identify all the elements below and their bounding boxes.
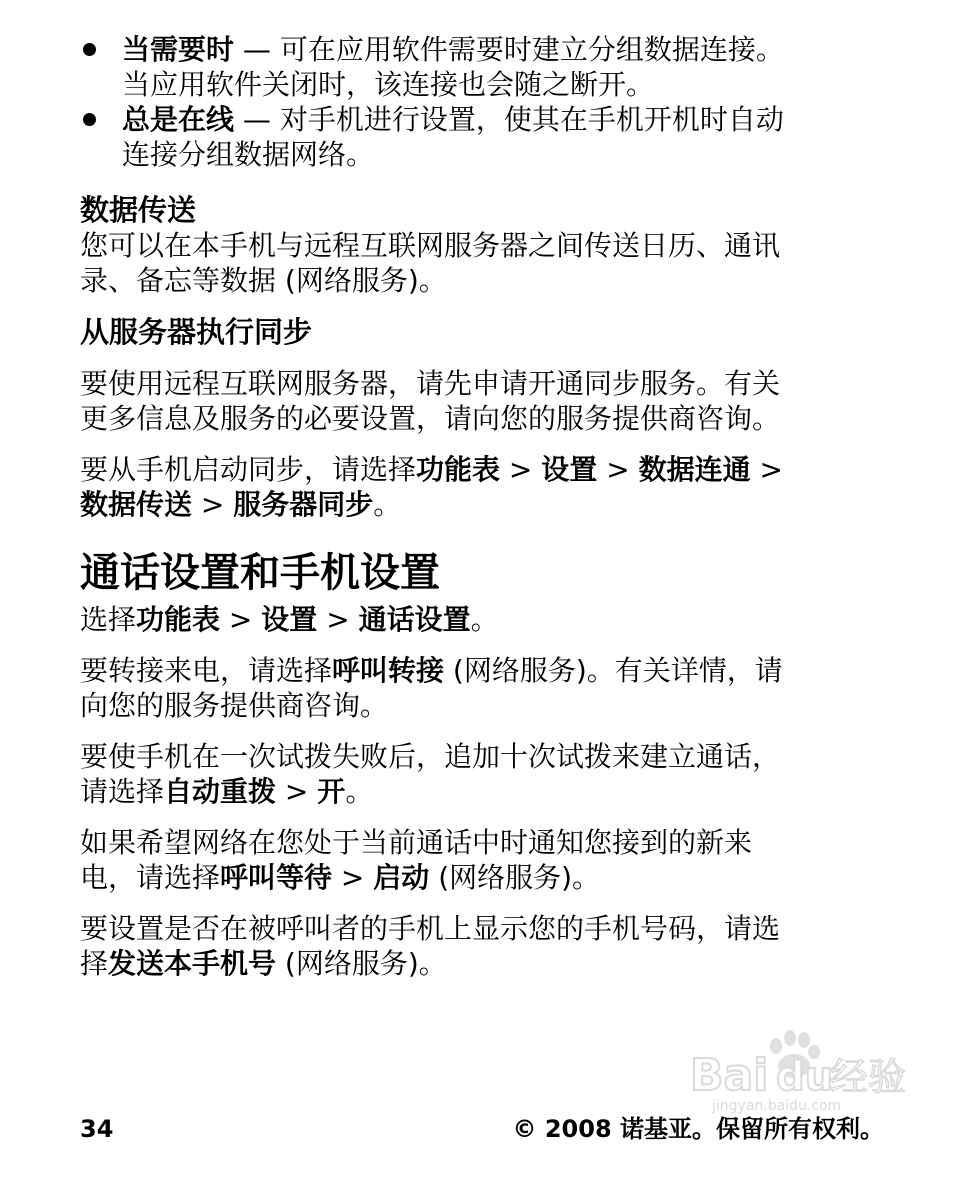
paragraph-text: 。: [470, 603, 499, 636]
menu-path-item: 发送本手机号: [108, 947, 277, 980]
connection-options-list: [80, 32, 890, 172]
menu-path-separator: >: [597, 453, 639, 486]
section-heading-call-settings: 通话设置和手机设置: [80, 550, 440, 596]
paragraph-text: 要从手机启动同步，请选择: [80, 453, 417, 486]
paragraph-sync-path: [80, 452, 890, 522]
watermark-url: jingyan.baidu.com: [712, 1098, 842, 1114]
menu-path-item: 设置: [261, 603, 318, 636]
watermark-jingyan: 经验: [830, 1055, 907, 1099]
paragraph-text: (网络服务)。有关详情，请: [444, 654, 783, 687]
paragraph-text: (网络服务)。: [429, 861, 601, 894]
option-text: 连接分组数据网络。: [122, 138, 375, 171]
paragraph-line: 如果希望网络在您处于当前通话中时通知您接到的新来: [80, 826, 753, 859]
paragraph: [80, 228, 890, 298]
bullet-icon: [83, 113, 96, 126]
menu-path-item: 功能表: [416, 453, 501, 486]
baidu-jingyan-watermark-logo: [690, 1024, 920, 1114]
option-term: 当需要时: [122, 33, 235, 66]
menu-path-item: 开: [317, 775, 346, 808]
paragraph-text: 要转接来电，请选择: [80, 654, 333, 687]
paragraph-text: 选择: [80, 603, 137, 636]
menu-path-item: 自动重拨: [164, 775, 277, 808]
option-text: 当应用软件关闭时，该连接也会随之断开。: [122, 68, 655, 101]
paragraph-call-path: [80, 602, 890, 637]
menu-path-item: 呼叫转接: [332, 654, 445, 687]
option-term: 总是在线: [122, 103, 235, 136]
menu-path-item: 设置: [541, 453, 598, 486]
paragraph-line: 要设置是否在被呼叫者的手机上显示您的手机号码，请选: [80, 912, 781, 945]
paragraph-text: 电，请选择: [80, 861, 221, 894]
option-text: 对手机进行设置，使其在手机开机时自动: [279, 103, 784, 136]
paragraph-text: 。: [345, 775, 374, 808]
paragraph-send-caller-id: [80, 911, 890, 981]
paragraph-auto-redial: [80, 739, 890, 809]
section-heading-server-sync: 从服务器执行同步: [80, 315, 313, 349]
paragraph-line: 向您的服务提供商咨询。: [80, 689, 389, 722]
paragraph-text: 。: [373, 488, 402, 521]
paragraph-line: 更多信息及服务的必要设置，请向您的服务提供商咨询。: [80, 402, 781, 435]
paragraph-line: 要使用远程互联网服务器，请先申请开通同步服务。有关: [80, 367, 781, 400]
menu-path-item: 数据传送: [80, 488, 193, 521]
paragraph-text: (网络服务)。: [276, 947, 447, 980]
option-dash: —: [234, 33, 280, 66]
paragraph-text: 择: [80, 947, 109, 980]
page-number: 34: [80, 1115, 114, 1143]
paragraph-line: 录、备忘等数据 (网络服务)。: [80, 264, 447, 297]
copyright-notice: © 2008 诺基亚。保留所有权利。: [512, 1115, 884, 1143]
watermark-brand: Bai: [690, 1050, 769, 1101]
list-item: [80, 32, 890, 102]
paragraph-call-divert: [80, 653, 890, 723]
menu-path-item: 呼叫等待: [220, 861, 333, 894]
paragraph-line: 要使手机在一次试拨失败后，追加十次试拨来建立通话，: [80, 740, 781, 773]
section-heading-data-transfer: 数据传送: [80, 193, 197, 227]
menu-path-item: 启动: [373, 861, 430, 894]
menu-path-separator: >: [500, 453, 542, 486]
menu-path-separator: >: [192, 488, 234, 521]
paragraph: [80, 366, 890, 436]
bullet-icon: [83, 43, 96, 56]
page-content: [80, 32, 890, 981]
menu-path-separator: >: [220, 603, 262, 636]
menu-path-item: 服务器同步: [233, 488, 374, 521]
paragraph-call-waiting: [80, 825, 890, 895]
menu-path-separator: >: [332, 861, 374, 894]
menu-path-item: 通话设置: [358, 603, 471, 636]
menu-path-item: 数据连通: [638, 453, 751, 486]
paragraph-line: 您可以在本手机与远程互联网服务器之间传送日历、通讯: [80, 229, 781, 262]
menu-path-item: 功能表: [136, 603, 221, 636]
menu-path-separator: >: [317, 603, 359, 636]
menu-path-separator: >: [276, 775, 318, 808]
option-dash: —: [234, 103, 280, 136]
paragraph-text: 请选择: [80, 775, 165, 808]
list-item: [80, 102, 890, 172]
menu-path-separator: >: [750, 453, 783, 486]
option-text: 可在应用软件需要时建立分组数据连接。: [279, 33, 784, 66]
watermark-du: du: [776, 1054, 834, 1100]
